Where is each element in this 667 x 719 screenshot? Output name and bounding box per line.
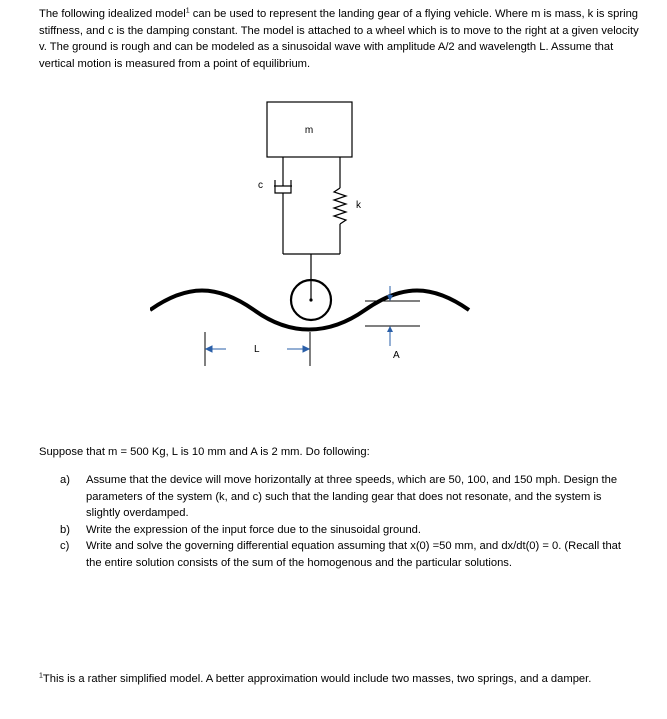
- amplitude-label: A: [393, 350, 400, 361]
- landing-gear-diagram: [150, 96, 480, 371]
- footnote-marker: 1: [39, 672, 43, 680]
- intro-text-start: The following idealized model: [39, 8, 186, 20]
- list-item: [60, 472, 630, 522]
- wavelength-label: L: [254, 344, 260, 355]
- task-marker: b): [60, 523, 70, 536]
- footnote-reference: 1: [185, 7, 190, 15]
- task-text: Write and solve the governing differential equation assuming that x(0) =50 mm, and dx/dt(0) = 0. (Recall that the entire solution consists of the sum of the homogenous and the particular solutions.: [86, 540, 622, 569]
- spring-label: k: [356, 200, 361, 211]
- intro-text-end: can be used to represent the landing gear of a flying vehicle. Where m is mass, k is spring stiffness, and c is the damping constant. The model is attached to a wheel which is to move to the right at a given velocity v. The ground is rough and can be modeled as a sinusoidal wave with amplitude A/2 and wavelength L. Assume that vertical motion is measured from a point of equilibrium.: [39, 8, 639, 70]
- sinusoidal-ground: [150, 291, 469, 330]
- list-item: [60, 538, 630, 571]
- damper: [274, 157, 292, 254]
- amplitude-dimension: [365, 286, 420, 346]
- task-text: Assume that the device will move horizontally at three speeds, which are 50, 100, and 150 mph. Design the parameters of the system (k, and c) such that the landing gear that does not resonate, and the system is slightly overdamped.: [86, 474, 618, 519]
- question-statement: Suppose that m = 500 Kg, L is 10 mm and A is 2 mm. Do following:: [39, 446, 370, 458]
- task-marker: a): [60, 474, 70, 486]
- list-item: [60, 522, 630, 539]
- mass-label: m: [304, 125, 314, 136]
- intro-paragraph: [39, 6, 639, 72]
- task-text: Write the expression of the input force due to the sinusoidal ground.: [86, 523, 422, 536]
- footnote: [39, 671, 639, 688]
- task-marker: c): [60, 540, 70, 552]
- footnote-text: This is a rather simplified model. A better approximation would include two masses, two springs, and a damper.: [42, 673, 592, 685]
- spring: [334, 157, 346, 254]
- wheel-hub: [309, 298, 312, 301]
- damper-label: c: [258, 180, 263, 191]
- task-list: [60, 472, 630, 571]
